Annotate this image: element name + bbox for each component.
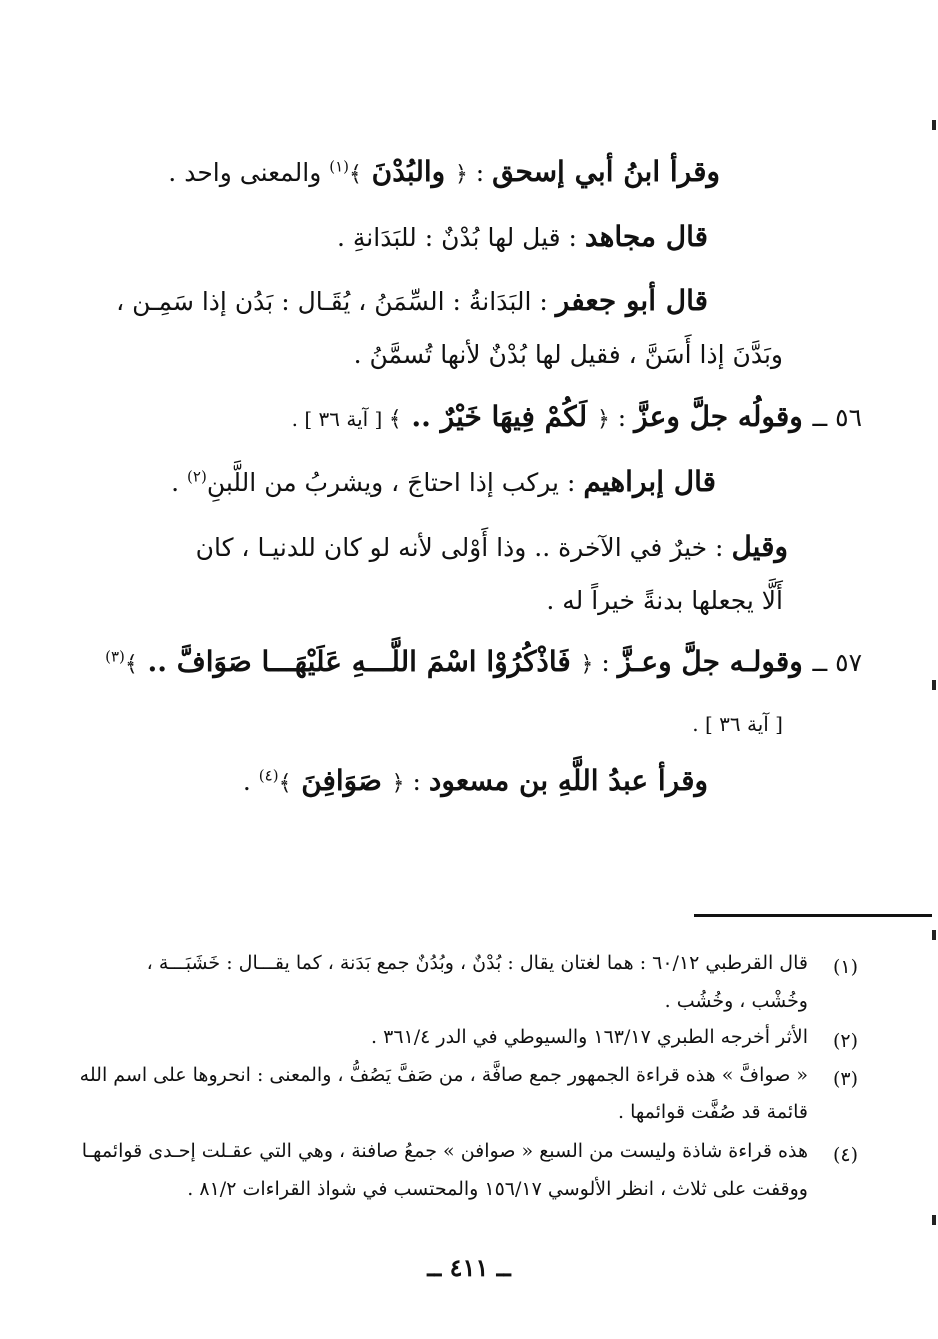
text-line-10 xyxy=(692,708,783,738)
line-text: : البَدَانةُ : السِّمَنُ ، يُقَـال : بَدُن إذا سَمِـن ، xyxy=(116,287,556,316)
line-text: : قيل لها بُدْنٌ : للبَدَانةِ . xyxy=(337,223,585,252)
line-text: . xyxy=(242,767,259,796)
ornate-bracket-close-icon: ﴾ xyxy=(349,162,362,187)
line-text: : خيرٌ في الآخرة .. وذا أَوْلى لأنه لو كان للدنيـا ، كان xyxy=(195,533,732,562)
text-line-11 xyxy=(243,764,708,798)
footnote-line: وخُشْب ، وخُشُب . xyxy=(664,990,808,1012)
line-text: : xyxy=(467,158,493,187)
line-text: : xyxy=(593,648,618,677)
scan-mark xyxy=(932,120,936,130)
text-line-2 xyxy=(337,220,708,254)
verse-number: ٥٧ ــ xyxy=(812,648,862,677)
footnote-line: ووقفت على ثلاث ، انظر الألوسي ١٥٦/١٧ والمحتسب في شواذ القراءات ٨١/٢ . xyxy=(187,1178,808,1200)
quran-quote: فَاذْكُرُوْا اسْمَ اللَّـــهِ عَلَيْهَـــا صَوَافَّ .. xyxy=(137,645,581,678)
text-line-8 xyxy=(546,586,783,616)
line-lead: قال أبو جعفر xyxy=(555,284,708,317)
line-text: أَلَّا يجعلها بدنةً خيراً له . xyxy=(546,586,783,615)
line-lead: وقرأ ابنُ أبي إسحق xyxy=(492,155,720,188)
text-line-9 xyxy=(105,645,862,679)
text-line-7 xyxy=(196,530,788,564)
footnote-ref: (١) xyxy=(329,157,349,176)
quran-quote: صَوَافِنَ xyxy=(291,764,392,797)
ornate-bracket-close-icon: ﴾ xyxy=(278,771,292,796)
ayah-ref: [ آية ٣٦ ] . xyxy=(291,407,389,431)
text-line-5 xyxy=(292,400,862,434)
line-lead: وقولـه جلَّ وعـزَّ xyxy=(617,645,813,678)
scan-mark xyxy=(932,1215,936,1225)
line-lead: وقيل xyxy=(731,530,788,563)
footnote-number: (١) xyxy=(832,956,858,978)
line-text: : xyxy=(609,403,635,432)
line-lead: قال مجاهد xyxy=(584,220,708,253)
footnote-ref: (٤) xyxy=(258,766,279,785)
footnote-line: « صوافَّ » هذه قراءة الجمهور جمع صافَّة ، من صَفَّ يَصُفُّ ، والمعنى : انحروها على اسم الله xyxy=(79,1064,808,1086)
line-text: وبَدَّنَ إذا أَسَنَّ ، فقيل لها بُدْنٌ لأنها تُسمَّنُ . xyxy=(353,340,783,369)
footnote-line: الأثر أخرجه الطبري ١٦٣/١٧ والسيوطي في الدر ٣٦١/٤ . xyxy=(371,1026,808,1048)
footnote-separator xyxy=(694,914,932,917)
verse-number: ٥٦ ــ xyxy=(812,403,862,432)
line-text: . xyxy=(171,468,188,497)
text-line-3 xyxy=(116,284,708,318)
footnote-line: هذه قراءة شاذة وليست من السبع « صوافن » جمعُ صافنة ، وهي التي عقـلت إحـدى قوائمهـا xyxy=(81,1140,808,1162)
quran-quote: لَكُمْ فِيهَا خَيْرٌ .. xyxy=(401,400,597,433)
ornate-bracket-open-icon: ﴿ xyxy=(454,162,468,187)
scan-mark xyxy=(932,680,936,690)
footnote-number: (٤) xyxy=(832,1144,858,1166)
line-text: والمعنى واحد . xyxy=(168,158,330,187)
line-lead: وقرأ عبدُ اللَّهِ بن مسعود xyxy=(428,764,708,797)
footnote-line: قائمة قد صُفَّت قوائمها . xyxy=(618,1101,808,1123)
footnote-number: (٣) xyxy=(832,1068,858,1090)
ayah-ref: [ آية ٣٦ ] . xyxy=(692,712,783,736)
footnote-number: (٢) xyxy=(832,1030,858,1052)
line-lead: قال إبراهيم xyxy=(583,465,716,498)
ornate-bracket-close-icon: ﴾ xyxy=(124,652,138,677)
line-text: : xyxy=(404,767,429,796)
line-text: : يركب إذا احتاجَ ، ويشربُ من اللَّبنِ xyxy=(206,468,584,497)
text-line-6 xyxy=(171,465,716,499)
ornate-bracket-open-icon: ﴿ xyxy=(391,771,405,796)
footnote-ref: (٢) xyxy=(187,467,207,486)
text-line-1 xyxy=(168,155,720,189)
ornate-bracket-open-icon: ﴿ xyxy=(580,652,594,677)
footnote-ref: (٣) xyxy=(105,647,125,666)
scan-mark xyxy=(932,930,936,940)
ornate-bracket-close-icon: ﴾ xyxy=(388,407,402,432)
line-lead: وقولُه جلَّ وعزَّ xyxy=(634,400,813,433)
text-line-4 xyxy=(354,340,783,370)
quran-quote: والبُدْنَ xyxy=(361,155,455,188)
footnote-line: قال القرطبي ٦٠/١٢ : هما لغتان يقال : بُدْنٌ ، وبُدُنٌ جمع بَدَنة ، كما يقـــال : خَشَبَـــة ، xyxy=(146,952,808,974)
page-number: ــ ٤١١ ــ xyxy=(427,1253,511,1282)
ornate-bracket-open-icon: ﴿ xyxy=(596,407,610,432)
